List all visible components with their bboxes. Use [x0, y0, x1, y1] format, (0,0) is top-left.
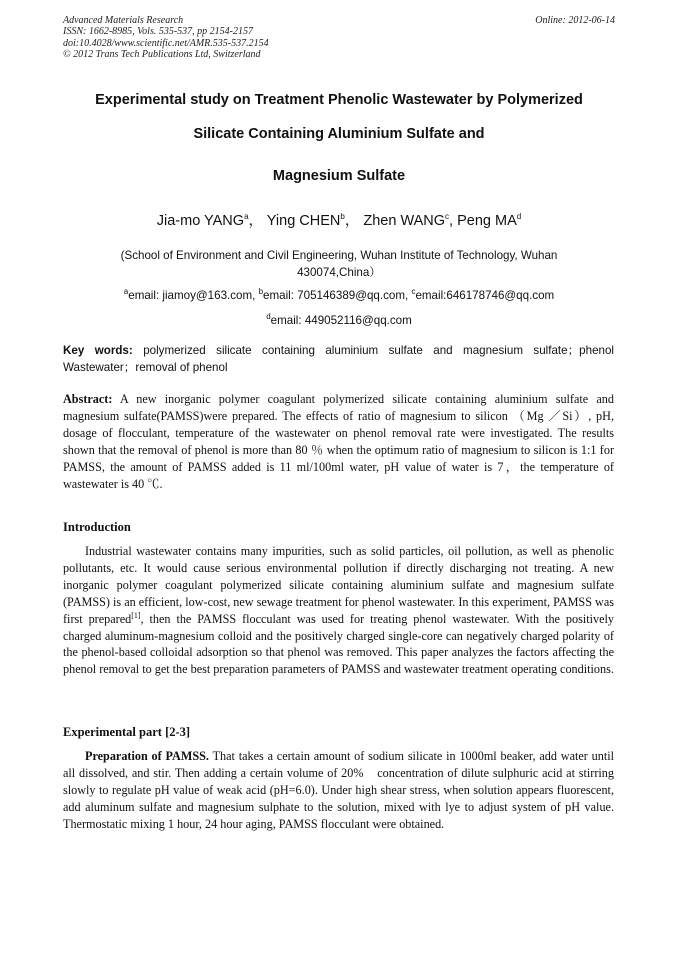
email-b: email: 705146389@qq.com, [263, 289, 412, 302]
author-name: Ying CHEN [266, 213, 341, 229]
email-mark: b [258, 287, 264, 297]
introduction-text-cont: , then the PAMSS flocculant was used for treating phenol wastewater. With the positively charged aluminum-magnesium colloid and the positively charged single-core can negatively charged polarity of the phenol-based colloidal adsorption so that phenol was removed. This paper analyzes the factors affecting the phenol removal to get the best preparation parameters of PAMSS and wastewater treatment operating conditions. [63, 611, 614, 677]
email-mark: c [411, 287, 416, 297]
abstract-label: Abstract: [63, 392, 113, 406]
section-heading-introduction: Introduction [63, 520, 131, 534]
author-separator: ， [248, 213, 264, 229]
author-name: Zhen WANG [363, 213, 446, 229]
paper-title-line-2: Silicate Containing Aluminium Sulfate and [193, 126, 485, 142]
author-affiliation-mark: a [244, 212, 249, 222]
author-separator: ， [344, 213, 360, 229]
author-affiliation-mark: d [516, 212, 522, 222]
author-name: Jia-mo YANG [156, 213, 245, 229]
introduction-text: Industrial wastewater contains many impurities, such as solid particles, oil pollution, as well as phenolic pollutants, etc. It would cause serious environmental pollution if directly discharging not treating. A new inorganic polymer coagulant polymerized silicate containing aluminium sulfate and magnesium sulfate (PAMSS) is an efficient, low-cost, new sewage treatment for phenol wastewater. In this experiment, PAMSS was first prepared [63, 544, 614, 626]
keywords-text: polymerized silicate containing aluminium sulfate and magnesium sulfate；phenol Wastewater；removal of phenol [63, 344, 614, 374]
journal-name: Advanced Materials Research [63, 15, 184, 26]
online-date: Online: 2012-06-14 [535, 15, 615, 26]
email-d: email: 449052116@qq.com [270, 314, 412, 327]
author-affiliation-mark: c [445, 212, 450, 222]
citation-ref: [1] [131, 610, 141, 620]
section-heading-experimental: Experimental part [2-3] [63, 725, 191, 739]
journal-info [63, 15, 269, 60]
abstract [63, 391, 614, 492]
email-mark: d [266, 312, 271, 322]
abstract-text: A new inorganic polymer coagulant polymerized silicate containing aluminium sulfate and magnesium sulfate(PAMSS)were prepared. The effects of ratio of magnesium to silicon （Mg ／Si）, pH, dosage of flocculant, temperature of the wastewater on phenol removal rate were investigated. The results shown that the removal of phenol is more than 80 ％ when the optimum ratio of magnesium to silicon is 1:1 for PAMSS, the amount of PAMSS added is 11 ml/100ml water, pH value of water is 7，the temperature of wastewater is 40 ℃. [63, 392, 614, 491]
email-c: email:646178746@qq.com [415, 289, 555, 302]
introduction-paragraph [63, 543, 614, 678]
journal-issn: ISSN: 1662-8985, Vols. 535-537, pp 2154-2157 [63, 26, 253, 38]
journal-copyright: © 2012 Trans Tech Publications Ltd, Switzerland [63, 48, 261, 60]
email-line-1 [40, 289, 638, 302]
preparation-paragraph [63, 748, 614, 833]
author-affiliation-mark: b [340, 212, 345, 222]
preparation-label: Preparation of PAMSS. [85, 749, 209, 763]
email-mark: a [123, 287, 129, 297]
email-a: email: jiamoy@163.com, [128, 289, 259, 302]
paper-title-line-1: Experimental study on Treatment Phenolic Wastewater by Polymerized [95, 92, 583, 108]
affiliation: (School of Environment and Civil Engineering, Wuhan Institute of Technology, Wuhan 430074,China） [120, 249, 558, 279]
author-name: Peng MA [457, 213, 517, 229]
author-separator: , [449, 213, 458, 229]
author-list [40, 209, 638, 230]
keywords-label: Key words: [63, 344, 133, 357]
preparation-text: That takes a certain amount of sodium silicate in 1000ml beaker, add water until all dissolved, and stir. Then adding a certain volume of 20% concentration of dilute sulphuric acid at stirring slowly to regulate pH value of weak acid (pH=6.0). Under high shear stress, when solution appears fluorescent, add aluminum sulfate and magnesium sulphate to the solution, mixed with lye to adjust system of pH value. Thermostatic mixing 1 hour, 24 hour aging, PAMSS flocculant were obtained. [63, 749, 614, 831]
paper-title-line-3: Magnesium Sulfate [272, 168, 406, 184]
keywords [63, 342, 614, 376]
journal-doi: doi:10.4028/www.scientific.net/AMR.535-537.2154 [63, 37, 269, 49]
email-line-2 [40, 314, 638, 327]
